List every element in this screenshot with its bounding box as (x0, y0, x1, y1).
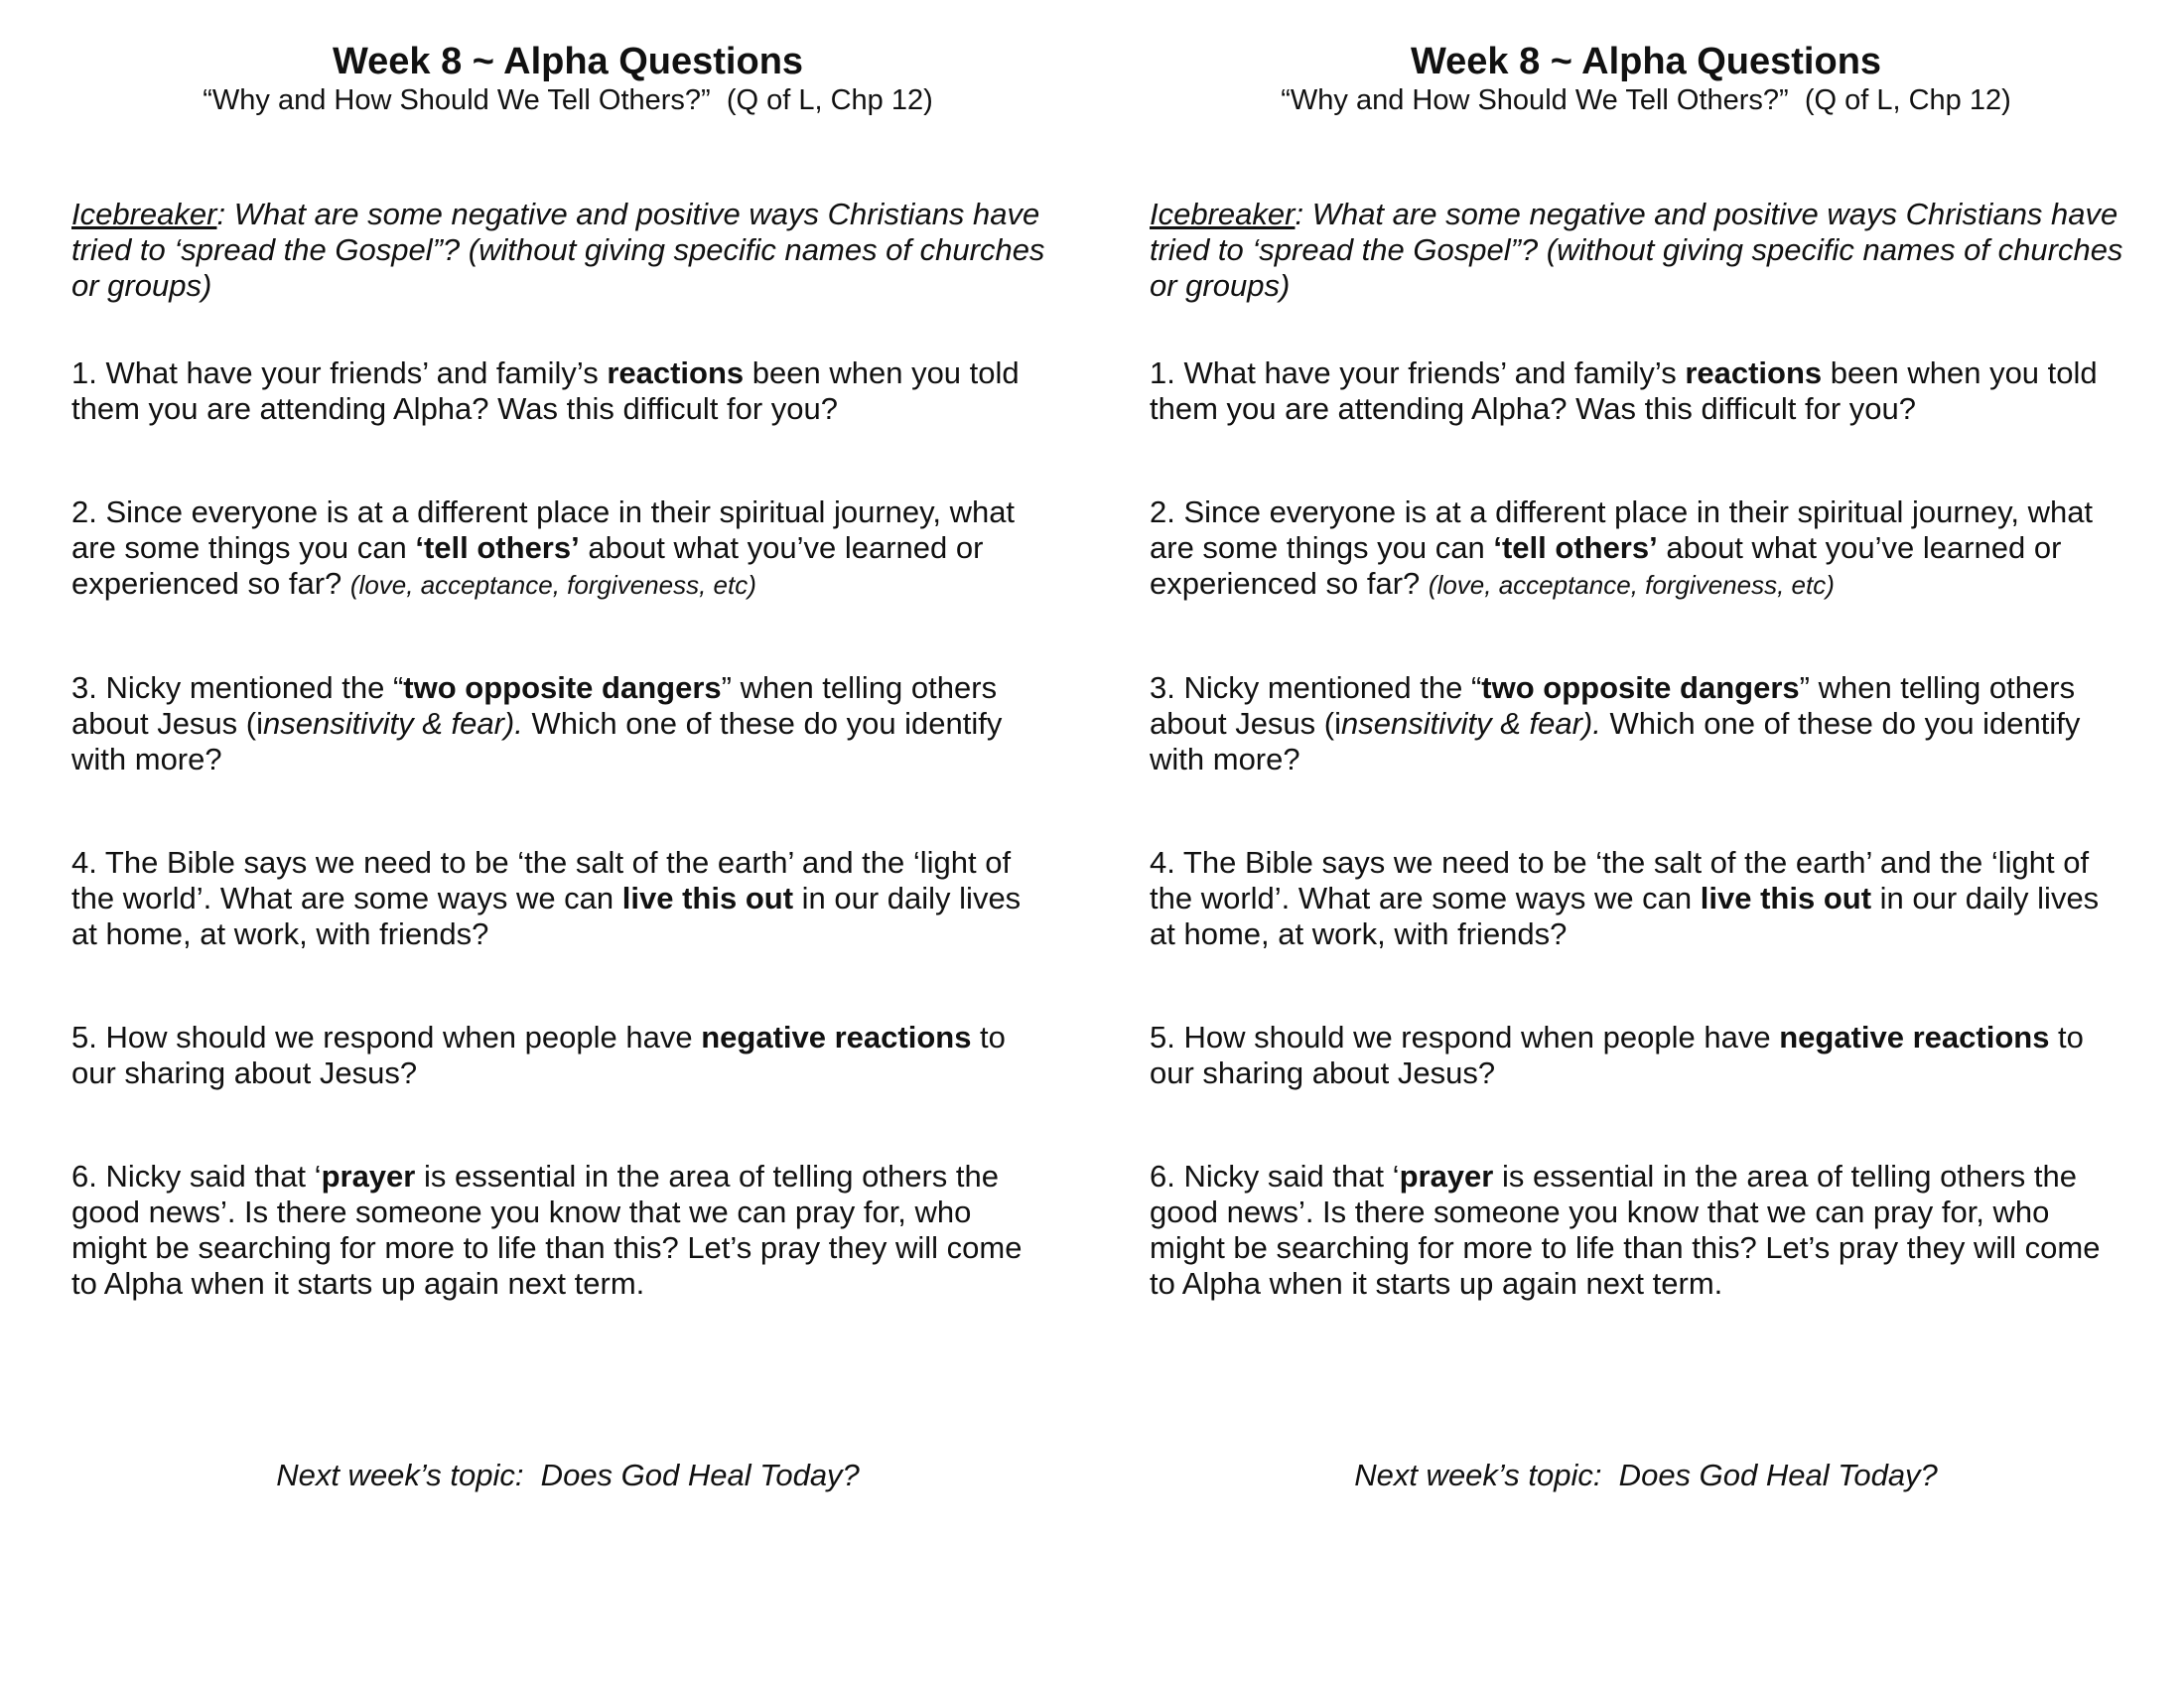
question-text: been when you told them you are attending Alpha? Was this difficult for you? (71, 355, 1020, 426)
icebreaker-text: : What are some negative and positive ways Christians have tried to ‘spread the Gospel”? (without giving specific names of churches or groups) (71, 197, 1045, 303)
question-emphasis: negative reactions (701, 1020, 972, 1055)
question-text: Since everyone is at a different place in their spiritual journey, what are some things you can (71, 494, 1016, 565)
question-number: 6. (71, 1159, 97, 1194)
question-text: The Bible says we need to be ‘the salt of the earth’ and the ‘light of the world’. What are some ways we can (1150, 845, 2090, 915)
page-title: Week 8 ~ Alpha Questions (332, 41, 804, 82)
question-text: The Bible says we need to be ‘the salt of the earth’ and the ‘light of the world’. What are some ways we can (71, 845, 1012, 915)
question-number: 4. (1150, 845, 1175, 880)
question-text: to our sharing about Jesus? (1150, 1020, 2084, 1090)
question-4 (1150, 845, 2132, 952)
question-text: Which one of these do you identify with more? (1150, 706, 2081, 776)
question-text: in our daily lives at home, at work, with friends? (71, 881, 1022, 951)
question-number: 4. (71, 845, 97, 880)
right-handout (1150, 40, 2142, 1302)
question-number: 6. (1150, 1159, 1175, 1194)
question-text: Nicky mentioned the “ (96, 670, 404, 705)
question-5 (71, 1020, 1054, 1091)
question-text: What have your friends’ and family’s (96, 355, 608, 390)
question-number: 2. (71, 494, 97, 529)
icebreaker (71, 197, 1054, 304)
question-emphasis: live this out (1700, 881, 1872, 915)
question-emphasis: reactions (1685, 355, 1823, 390)
question-3 (1150, 670, 2132, 777)
question-text: Which one of these do you identify with more? (71, 706, 1003, 776)
question-number: 3. (1150, 670, 1175, 705)
question-emphasis: two opposite dangers (403, 670, 722, 705)
page-subtitle: “Why and How Should We Tell Others?” (Q of L, Chp 12) (203, 84, 933, 116)
question-emphasis: prayer (321, 1159, 416, 1194)
question-emphasis: negative reactions (1779, 1020, 2050, 1055)
question-number: 1. (71, 355, 97, 390)
question-2 (71, 494, 1054, 603)
icebreaker-text: : What are some negative and positive ways Christians have tried to ‘spread the Gospel”? (without giving specific names of churches or groups) (1150, 197, 2123, 303)
question-examples: (love, acceptance, forgiveness, etc) (349, 570, 756, 600)
question-text: to our sharing about Jesus? (71, 1020, 1006, 1090)
question-number: 2. (1150, 494, 1175, 529)
question-emphasis: prayer (1399, 1159, 1494, 1194)
question-examples: (love, acceptance, forgiveness, etc) (1428, 570, 1835, 600)
next-topic: Next week’s topic: Does God Heal Today? (1354, 1458, 1938, 1492)
question-number: 5. (1150, 1020, 1175, 1055)
next-topic: Next week’s topic: Does God Heal Today? (276, 1458, 860, 1492)
question-text: How should we respond when people have (96, 1020, 702, 1055)
question-5 (1150, 1020, 2132, 1091)
question-6 (71, 1159, 1054, 1302)
question-italic: nsensitivity & fear). (263, 706, 523, 741)
question-6 (1150, 1159, 2132, 1302)
page-title: Week 8 ~ Alpha Questions (1410, 41, 1882, 82)
question-text: Nicky said that ‘ (1174, 1159, 1400, 1194)
question-text: Since everyone is at a different place in their spiritual journey, what are some things you can (1150, 494, 2094, 565)
question-number: 3. (71, 670, 97, 705)
question-4 (71, 845, 1054, 952)
left-handout (71, 40, 1064, 1302)
question-text: is essential in the area of telling others the good news’. Is there someone you know that we can pray for, who might be searching for more to life than this? Let’s pray they will come to Alpha when it starts up again next term. (1150, 1159, 2101, 1301)
question-emphasis: ‘tell others’ (415, 530, 580, 565)
question-emphasis: ‘tell others’ (1493, 530, 1658, 565)
question-text: in our daily lives at home, at work, with friends? (1150, 881, 2100, 951)
question-number: 5. (71, 1020, 97, 1055)
question-3 (71, 670, 1054, 777)
question-text: ” when telling others about Jesus (i (1150, 670, 2076, 741)
question-1 (71, 355, 1054, 427)
question-text: Nicky mentioned the “ (1174, 670, 1482, 705)
icebreaker-label: Icebreaker (1150, 197, 1296, 231)
question-italic: nsensitivity & fear). (1341, 706, 1601, 741)
question-1 (1150, 355, 2132, 427)
question-text: ” when telling others about Jesus (i (71, 670, 998, 741)
question-text: about what you’ve learned or experienced so far? (1150, 530, 2062, 601)
question-text: been when you told them you are attending Alpha? Was this difficult for you? (1150, 355, 2098, 426)
question-number: 1. (1150, 355, 1175, 390)
question-text: is essential in the area of telling others the good news’. Is there someone you know that we can pray for, who might be searching for more to life than this? Let’s pray they will come to Alpha when it starts up again next term. (71, 1159, 1023, 1301)
icebreaker (1150, 197, 2132, 304)
icebreaker-label: Icebreaker (71, 197, 217, 231)
question-text: How should we respond when people have (1174, 1020, 1780, 1055)
page-subtitle: “Why and How Should We Tell Others?” (Q of L, Chp 12) (1281, 84, 2011, 116)
question-2 (1150, 494, 2132, 603)
question-emphasis: reactions (607, 355, 745, 390)
question-text: Nicky said that ‘ (96, 1159, 322, 1194)
question-emphasis: two opposite dangers (1481, 670, 1800, 705)
question-emphasis: live this out (621, 881, 794, 915)
question-text: about what you’ve learned or experienced so far? (71, 530, 984, 601)
question-text: What have your friends’ and family’s (1174, 355, 1686, 390)
